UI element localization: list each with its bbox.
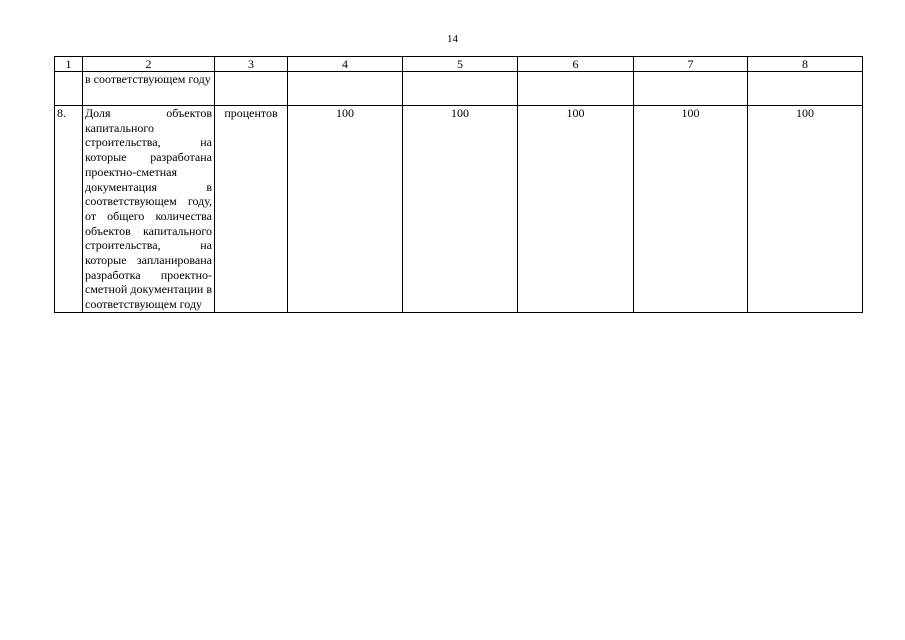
column-number-header: 3 [215,57,288,72]
row-number-cell [55,72,83,106]
indicator-description-cell: в соответствующем году [83,72,215,106]
value-cell [518,72,634,106]
unit-cell [215,72,288,106]
column-number-header: 8 [748,57,863,72]
value-cell [748,72,863,106]
column-number-header: 4 [288,57,403,72]
column-number-row [55,57,863,72]
value-cell [403,72,518,106]
indicator-description-cell: Доля объектов капитального строительства, на которые разработана проектно-сметная документация в соответствующем году, от общего количества объектов капитального строительства, на которые запланирована разработка проектно-сметной документации в соответствующем году [83,106,215,313]
table-row [55,106,863,313]
column-number-header: 6 [518,57,634,72]
indicator-table [54,56,863,313]
unit-cell: процентов [215,106,288,313]
column-number-header: 1 [55,57,83,72]
value-cell: 100 [518,106,634,313]
value-cell: 100 [634,106,748,313]
value-cell: 100 [748,106,863,313]
value-cell: 100 [288,106,403,313]
value-cell [288,72,403,106]
continuation-row [55,72,863,106]
page-number: 14 [447,33,458,45]
column-number-header: 2 [83,57,215,72]
column-number-header: 5 [403,57,518,72]
value-cell: 100 [403,106,518,313]
column-number-header: 7 [634,57,748,72]
value-cell [634,72,748,106]
row-number-cell: 8. [55,106,83,313]
